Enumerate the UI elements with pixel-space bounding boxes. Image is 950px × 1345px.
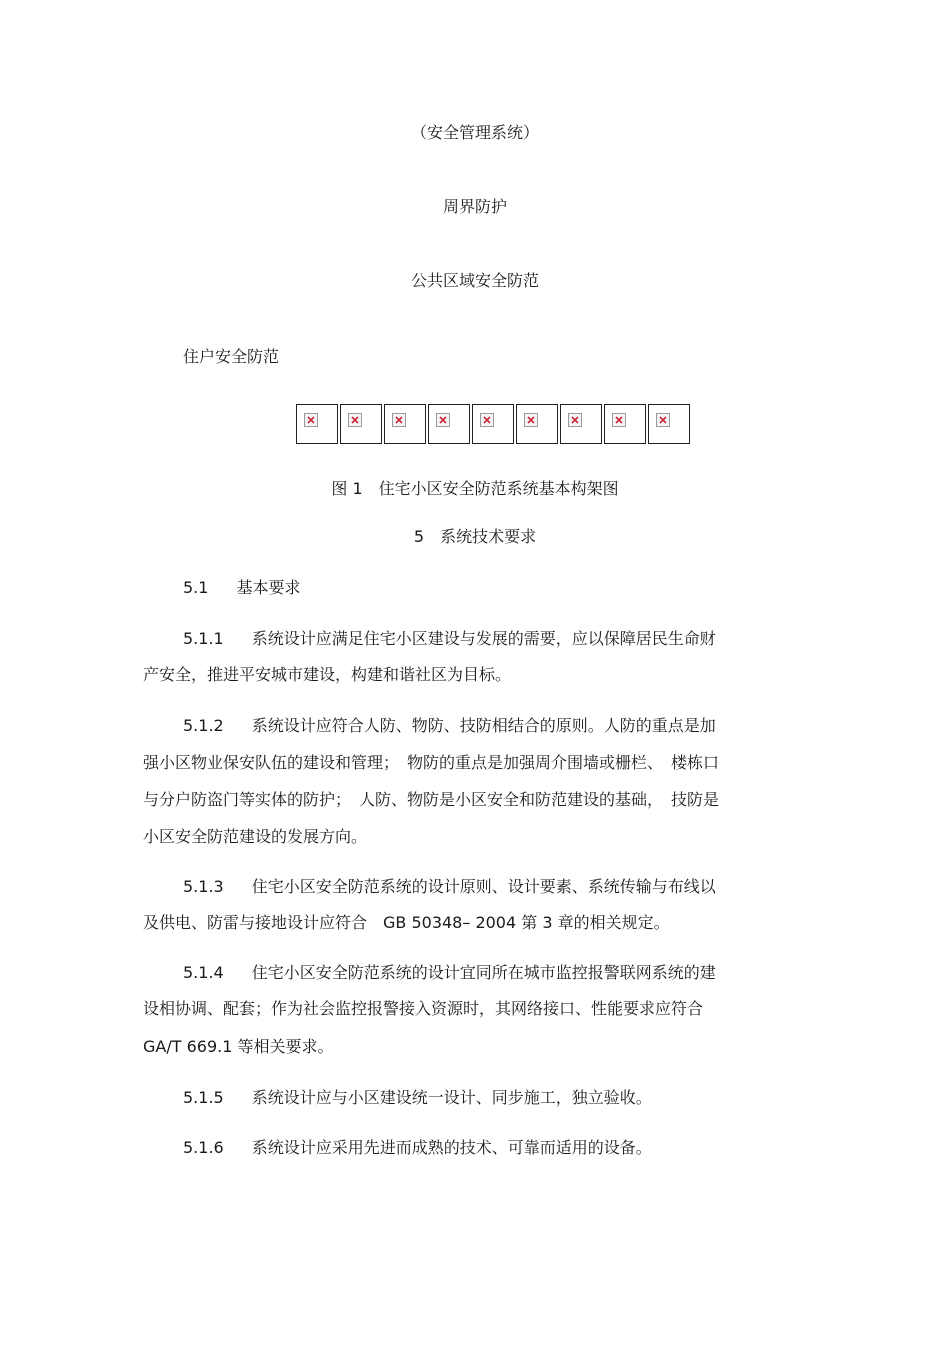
clause-number: 5.1.4	[183, 963, 224, 982]
clause-number: 5.1.3	[183, 877, 224, 896]
clause-text: 小区安全防范建设的发展方向。	[143, 827, 368, 846]
clause-text: 系统设计应满足住宅小区建设与发展的需要，应以保障居民生命财	[251, 629, 716, 648]
diagram-cell	[472, 404, 514, 444]
clause-number: 5.1.2	[183, 716, 224, 735]
clause-text: 产安全，推进平安城市建设，构建和谐社区为目标。	[143, 665, 512, 684]
clause-text: 住宅小区安全防范系统的设计原则、设计要素、系统传输与布线以	[251, 877, 716, 896]
diagram-cell	[340, 404, 382, 444]
household-label: 住户安全防范	[183, 347, 280, 366]
broken-image-icon	[436, 413, 450, 427]
diagram-cell	[296, 404, 338, 444]
system-label: （安全管理系统）	[410, 123, 539, 142]
diagram-cell	[560, 404, 602, 444]
clause-text: 与分户防盗门等实体的防护； 人防、物防是小区安全和防范建设的基础， 技防是	[143, 790, 720, 809]
architecture-diagram	[296, 404, 690, 444]
diagram-cell	[648, 404, 690, 444]
clause-text: 系统设计应采用先进而成熟的技术、可靠而适用的设备。	[251, 1138, 652, 1157]
diagram-cell	[384, 404, 426, 444]
perimeter-label: 周界防护	[442, 197, 507, 216]
figure-caption: 图 1 住宅小区安全防范系统基本构架图	[331, 479, 619, 498]
diagram-cell	[516, 404, 558, 444]
broken-image-icon	[524, 413, 538, 427]
broken-image-icon	[656, 413, 670, 427]
clause-text: GA/T 669.1 等相关要求。	[143, 1037, 334, 1056]
public-area-label: 公共区域安全防范	[410, 271, 539, 290]
broken-image-icon	[392, 413, 406, 427]
subsection-number: 5.1	[183, 578, 209, 597]
clause-text: 及供电、防雷与接地设计应符合 GB 50348– 2004 第 3 章的相关规定。	[143, 913, 670, 932]
broken-image-icon	[612, 413, 626, 427]
broken-image-icon	[568, 413, 582, 427]
clause-text: 设相协调、配套；作为社会监控报警接入资源时，其网络接口、性能要求应符合	[143, 999, 704, 1018]
clause-number: 5.1.1	[183, 629, 224, 648]
subsection-heading	[183, 575, 300, 598]
broken-image-icon	[304, 413, 318, 427]
diagram-cell	[428, 404, 470, 444]
clause-number: 5.1.5	[183, 1088, 224, 1107]
clause-text: 强小区物业保安队伍的建设和管理； 物防的重点是加强周介围墙或栅栏、 楼栋口	[143, 753, 720, 772]
broken-image-icon	[480, 413, 494, 427]
clause-text: 系统设计应与小区建设统一设计、同步施工，独立验收。	[251, 1088, 652, 1107]
broken-image-icon	[348, 413, 362, 427]
diagram-cell	[604, 404, 646, 444]
clause-text: 系统设计应符合人防、物防、技防相结合的原则。人防的重点是加	[251, 716, 716, 735]
section-title: 5 系统技术要求	[413, 527, 537, 546]
clause-text: 住宅小区安全防范系统的设计宜同所在城市监控报警联网系统的建	[251, 963, 716, 982]
clause-number: 5.1.6	[183, 1138, 224, 1157]
subsection-title: 基本要求	[236, 578, 301, 597]
